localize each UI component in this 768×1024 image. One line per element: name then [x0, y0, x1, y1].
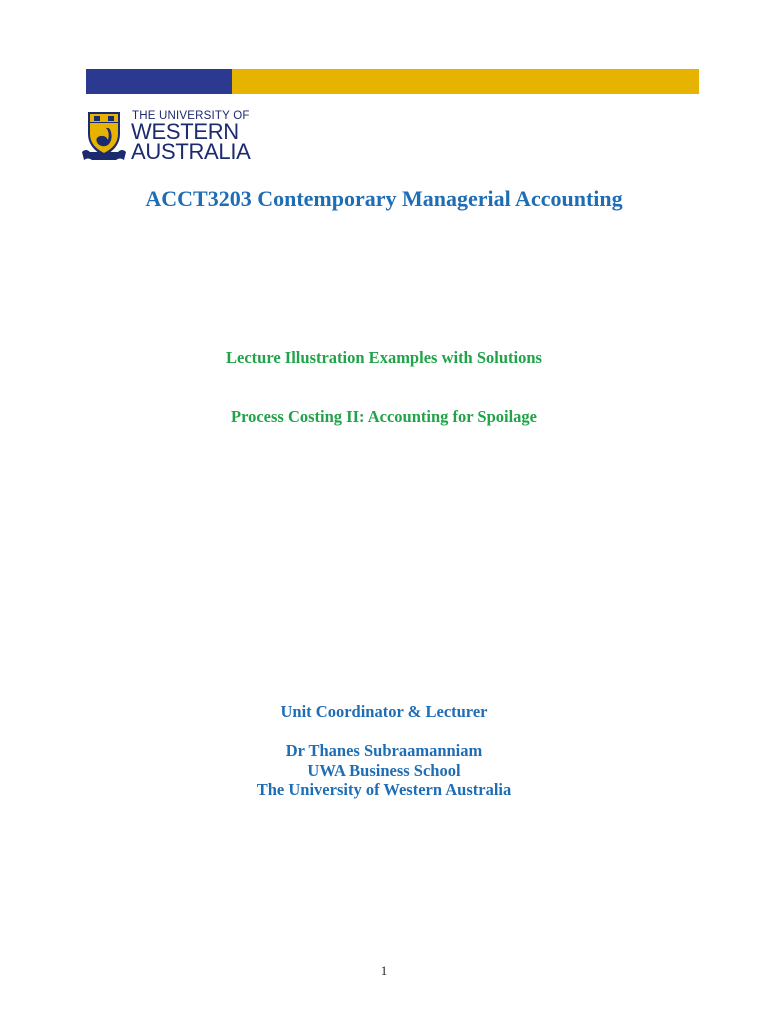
header-band-gold — [232, 69, 699, 94]
author-role: Unit Coordinator & Lecturer — [280, 702, 488, 721]
logo-line-2: WESTERN — [131, 119, 239, 144]
document-subtitle: Lecture Illustration Examples with Solutions — [226, 348, 542, 367]
header-color-band — [86, 69, 699, 94]
university-crest-icon — [80, 108, 128, 164]
page-number: 1 — [380, 963, 388, 978]
logo-line-1: THE UNIVERSITY OF — [132, 110, 250, 122]
author-name: Dr Thanes Subraamanniam — [285, 741, 483, 760]
header-band-blue — [86, 69, 232, 94]
author-university: The University of Western Australia — [256, 780, 512, 799]
university-logo — [80, 108, 250, 166]
course-title: ACCT3203 Contemporary Managerial Accounting — [145, 186, 623, 211]
author-school: UWA Business School — [307, 761, 461, 780]
logo-line-3: AUSTRALIA — [131, 139, 251, 164]
topic-title: Process Costing II: Accounting for Spoilage — [230, 407, 538, 426]
